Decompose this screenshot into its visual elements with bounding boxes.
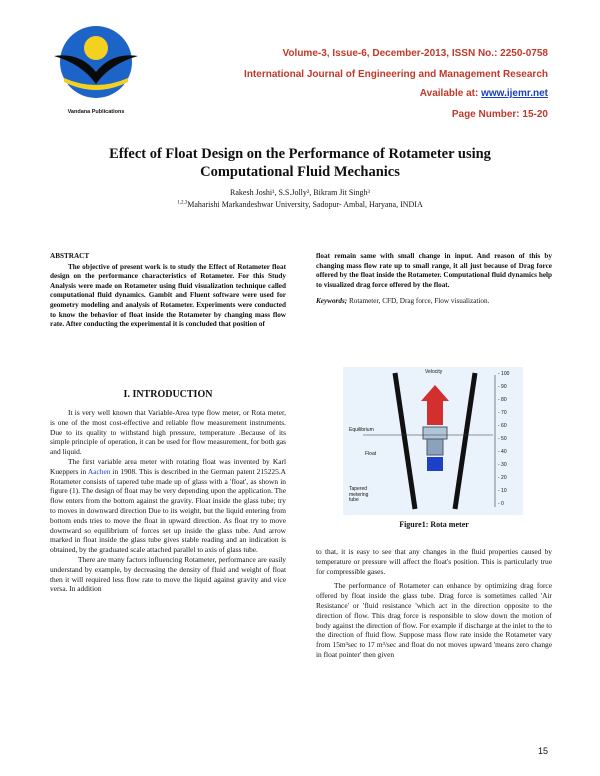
intro-left (50, 408, 286, 594)
keywords: Keywords; Rotameter, CFD, Drag force, Flow visualization. (316, 297, 490, 306)
journal-name: International Journal of Engineering and Management Research (244, 69, 548, 80)
scale-tick-label: - 50 (498, 436, 507, 442)
page-number: 15 (537, 746, 548, 756)
scale-tick-label: - 10 (498, 488, 507, 494)
intro-paragraph-5: The performance of Rotameter can enhance by optimizing drag force offered by float inside the glass tube. Drag force is sometimes called 'Air Resistance' or 'fluid resistance 'which act in the direction opposite to the direction of flow. This drag force is responsible to slow down the motion of body against the direction of flow. For example if discharge at the inlet to the to the direction of fluid flow. Suppose mass flow rate inside the Rotameter vary from 15m³sec to 17 m³/sec and float do not moves upward 'means zero change in float pointer' then given (316, 581, 552, 659)
graduated-scale (498, 371, 522, 511)
affiliation: $^{1,2,3}$Maharishi Markandeshwar University, Sadopur- Ambal, Haryana, INDIA (177, 200, 423, 209)
publisher-logo (50, 22, 142, 115)
intro-paragraph-1: It is very well known that Variable-Area type flow meter, or Rota meter, is one of the most cost-effective and reliable flow measurement instruments. Due to its quality to withstand high pressure, temperature .Because of its simple principle of operation, it can be used for flow measurement, for both gas and liquid. (50, 408, 286, 457)
authors: Rakesh Joshi¹, S.S.Jolly², Bikram Jit Singh³ (230, 188, 370, 197)
scale-tick-label: - 30 (498, 462, 507, 468)
scale-tick-label: - 80 (498, 397, 507, 403)
rotameter-diagram (343, 367, 523, 515)
intro-paragraph-4: to that, it is easy to see that any changes in the fluid properties caused by temperature or pressure will affect the float's position. This is particularly true for compressible gases. (316, 547, 552, 576)
scale-tick-label: - 20 (498, 475, 507, 481)
intro-right (316, 547, 552, 660)
paper-title: Effect of Float Design on the Performance of Rotameter using Computational Fluid Mechanics (109, 146, 491, 180)
volume-line: Volume-3, Issue-6, December-2013, ISSN No.: 2250-0758 (282, 48, 548, 59)
page-range: Page Number: 15-20 (451, 109, 548, 120)
rotameter-figure: Velocity Equilibrium Float Tapered metering tube - 100 - 90 - 80 - 70 - 60 - 50 - 40 - 30 - 20 - 10 - 0 (343, 367, 523, 515)
abstract-left (50, 252, 286, 330)
scale-tick-label: - 100 (498, 371, 510, 377)
scale-tick-label: - 70 (498, 410, 507, 416)
intro-paragraph-3: There are many factors influencing Rotameter, performance are easily understand by example, by decreasing the density of fluid and weight of float then it will required less flow rate to move the liquid against gravity and vice versa. In addition (50, 554, 286, 594)
velocity-arrow-icon (427, 397, 443, 425)
vandana-logo-icon (50, 22, 142, 102)
abstract-right (316, 252, 552, 307)
abstract-text: The objective of present work is to study the Effect of Rotameter float design on the performance characteristics of Rotameter. For this Study Analysis were made on Rotameter using fluid visualization technique called computational fluid dynamics. Gambit and Fluent software were used for geometry modeling and analysis of Rotameter. Experiments were conducted to know the behavior of float inside the Rotameter by changing mass flow rate. After conducting the experimental it is concluded that position of (50, 262, 286, 329)
publisher-name: Vandana Publications (67, 109, 125, 115)
figure-caption: Figure1: Rota meter (399, 520, 469, 529)
scale-tick-label: - 90 (498, 384, 507, 390)
abstract-heading: ABSTRACT (50, 252, 90, 260)
abstract-text-continued: float remain same with small change in input. And reason of this by changing mass flow rate up to small range, it all just because of Drag force offered by the float inside the Rotameter. Computational fluid dynamics help to visualized drag force offered by the float. (316, 252, 552, 289)
aachen-link[interactable]: Aachen (87, 466, 111, 476)
availability-line: Available at: www.ijemr.net (419, 88, 548, 99)
scale-tick-label: - 40 (498, 449, 507, 455)
section-heading-introduction: I. INTRODUCTION (123, 389, 213, 400)
float-icon (427, 439, 443, 455)
journal-website-link[interactable]: www.ijemr.net (481, 88, 548, 99)
intro-paragraph-2: The first variable area meter with rotating float was invented by Karl Kueppers in Aachen in 1908. This is described in the German patent 215225.A Rotameter consists of tapered tube made up of glass with a 'float', as shown in figure (1). The design of float may be very depending upon the application. The flow enters from the bottom against the gravity. Float inside the glass tube; try to moves in downward direction Due to its weight, but the liquid entering from bottom ends tries to move the float in upward direction. As float try to move downward so equilibrium of forces set up inside the glass tube. And arrow marked in float inside the glass tube gives stable reading and an indication is obtained, by the graduated scale attached parallel to axis of glass tube. (50, 456, 287, 555)
tapered-tube-label: Tapered metering tube (349, 486, 369, 503)
scale-tick-label: - 60 (498, 423, 507, 429)
gravity-arrow-icon (427, 457, 443, 471)
scale-tick-label: - 0 (498, 501, 504, 507)
